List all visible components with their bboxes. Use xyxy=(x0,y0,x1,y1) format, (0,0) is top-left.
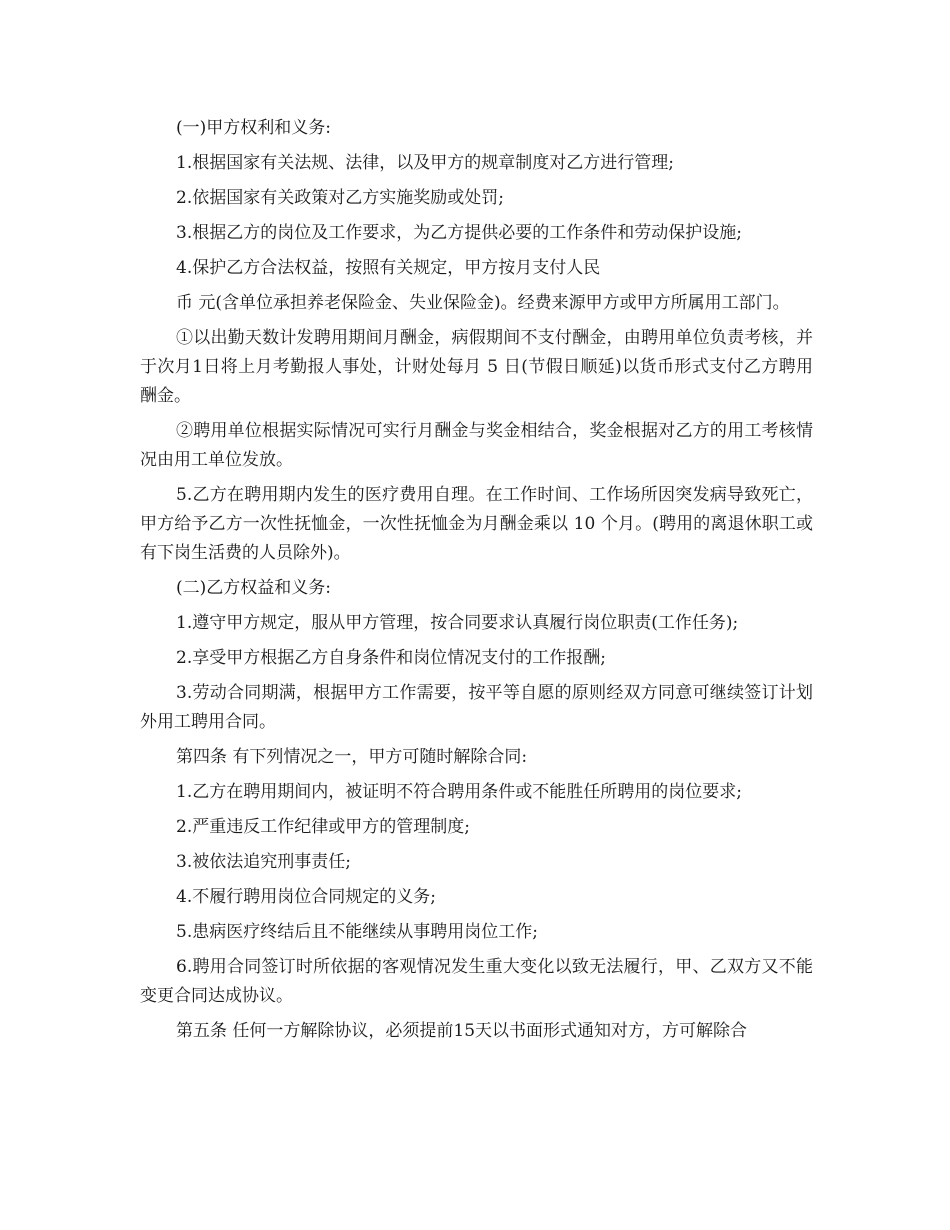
paragraph-a-item-4-continued: 币 元(含单位承担养老保险金、失业保险金)。经费来源甲方或甲方所属用工部门。 xyxy=(176,293,790,313)
paragraph-a-item-2: 2.依据国家有关政策对乙方实施奖励或处罚; xyxy=(176,188,504,208)
paragraph-article-4-item-4: 4.不履行聘用岗位合同规定的义务; xyxy=(176,887,436,907)
document-page xyxy=(140,114,813,1046)
paragraph-article-5: 第五条 任何一方解除协议，必须提前15天以书面形式通知对方，方可解除合 xyxy=(176,1021,748,1041)
paragraph-article-4-item-1: 1.乙方在聘用期间内，被证明不符合聘用条件或不能胜任所聘用的岗位要求; xyxy=(176,782,742,802)
paragraph-article-4-item-6: 6.聘用合同签订时所依据的客观情况发生重大变化以致无法履行，甲、乙双方又不能变更合同达成协议。 xyxy=(140,957,813,1006)
paragraph-article-4-heading: 第四条 有下列情况之一，甲方可随时解除合同: xyxy=(176,747,528,767)
paragraph-party-b-heading: (二)乙方权益和义务: xyxy=(176,578,331,598)
paragraph-a-item-4-sub-2: ②聘用单位根据实际情况可实行月酬金与奖金相结合，奖金根据对乙方的用工考核情况由用工单位发放。 xyxy=(140,421,813,470)
paragraph-b-item-2: 2.享受甲方根据乙方自身条件和岗位情况支付的工作报酬; xyxy=(176,648,606,668)
paragraph-a-item-3: 3.根据乙方的岗位及工作要求，为乙方提供必要的工作条件和劳动保护设施; xyxy=(176,223,742,243)
paragraph-article-4-item-5: 5.患病医疗终结后且不能继续从事聘用岗位工作; xyxy=(176,922,538,942)
paragraph-a-item-4: 4.保护乙方合法权益，按照有关规定，甲方按月支付人民 xyxy=(176,258,601,278)
paragraph-a-item-5: 5.乙方在聘用期内发生的医疗费用自理。在工作时间、工作场所因突发病导致死亡，甲方给予乙方一次性抚恤金，一次性抚恤金为月酬金乘以 10 个月。(聘用的离退休职工或有下岗生活费的人员除外)。 xyxy=(140,485,813,563)
paragraph-a-item-4-sub-1: ①以出勤天数计发聘用期间月酬金，病假期间不支付酬金，由聘用单位负责考核，并于次月1日将上月考勤报人事处，计财处每月 5 日(节假日顺延)以货币形式支付乙方聘用酬金。 xyxy=(140,328,813,406)
paragraph-article-4-item-2: 2.严重违反工作纪律或甲方的管理制度; xyxy=(176,817,470,837)
paragraph-party-a-heading: (一)甲方权利和义务: xyxy=(176,118,331,138)
paragraph-b-item-1: 1.遵守甲方规定，服从甲方管理，按合同要求认真履行岗位职责(工作任务); xyxy=(176,613,739,633)
paragraph-article-4-item-3: 3.被依法追究刑事责任; xyxy=(176,852,351,872)
paragraph-a-item-1: 1.根据国家有关法规、法律，以及甲方的规章制度对乙方进行管理; xyxy=(176,153,674,173)
paragraph-b-item-3: 3.劳动合同期满，根据甲方工作需要，按平等自愿的原则经双方同意可继续签订计划外用工聘用合同。 xyxy=(140,683,813,732)
